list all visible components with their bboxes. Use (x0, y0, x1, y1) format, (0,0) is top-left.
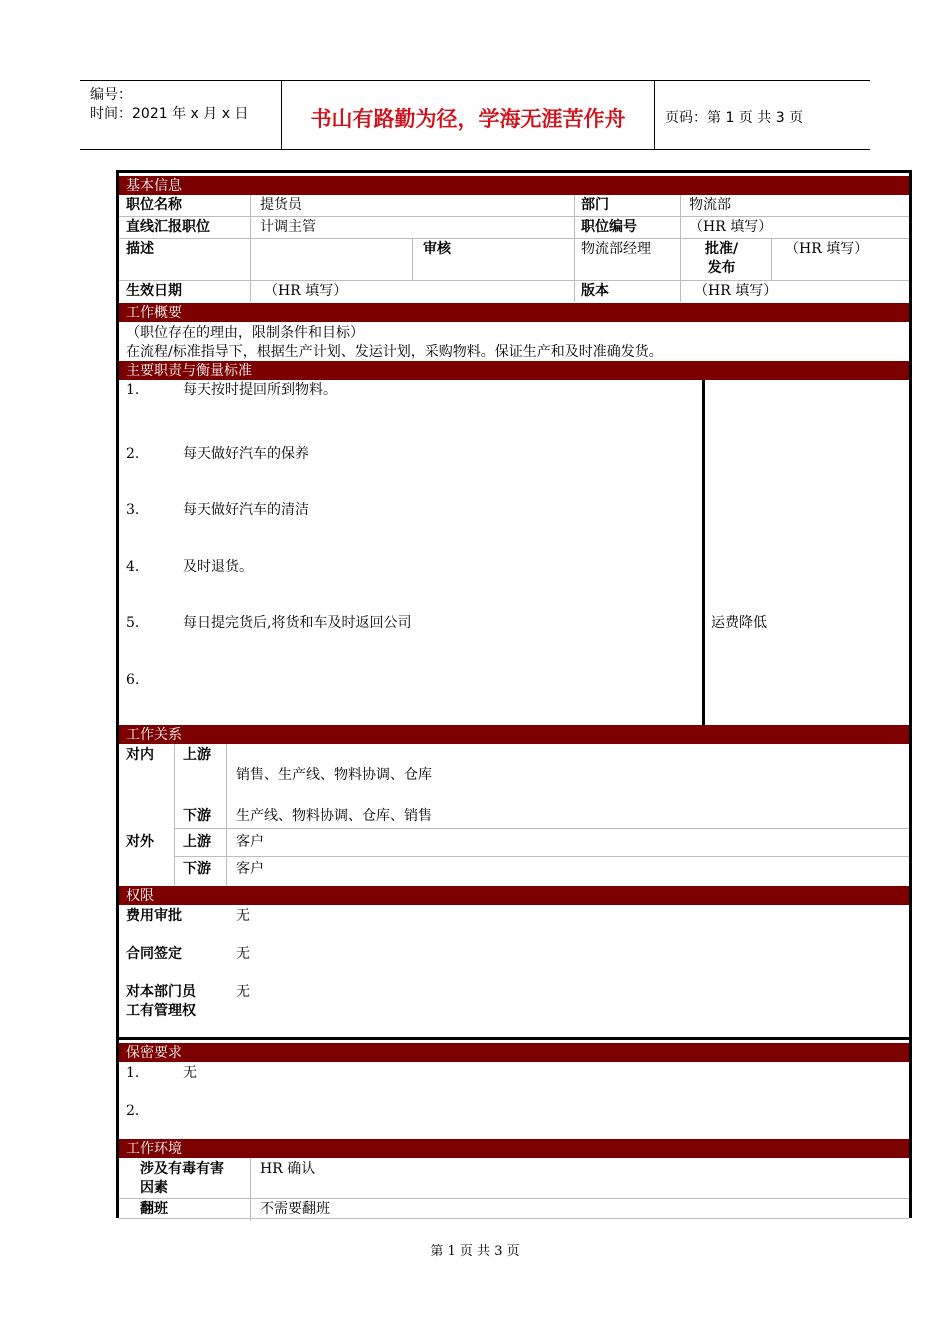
report-to-label: 直线汇报职位 (126, 219, 210, 235)
section-authority: 权限 (119, 886, 909, 905)
header-slogan: 书山有路勤为径，学海无涯苦作舟 (310, 107, 626, 131)
row-divider (119, 1198, 909, 1199)
column-divider (574, 195, 575, 302)
section-relations: 工作关系 (119, 725, 909, 744)
overtime-label: 翻班 (140, 1201, 168, 1217)
job-code-value: （HR 填写） (689, 219, 773, 235)
doc-number-label: 编号： (90, 87, 132, 103)
job-code-label: 职位编号 (581, 219, 637, 235)
department-value: 物流部 (689, 197, 731, 213)
duty-text: 每天做好汽车的保养 (183, 446, 309, 462)
duty-number: 6. (126, 672, 140, 688)
column-divider (250, 1158, 251, 1221)
approve-value: （HR 填写） (785, 241, 869, 257)
section-basic-info: 基本信息 (119, 176, 909, 195)
effective-date-label: 生效日期 (126, 283, 182, 299)
row-divider (119, 238, 909, 239)
effective-date-value: （HR 填写） (264, 283, 348, 299)
row-divider (119, 280, 909, 281)
expense-approval-label: 费用审批 (126, 908, 182, 924)
header-meta (90, 86, 248, 124)
internal-downstream-value: 生产线、物料协调、仓库、销售 (236, 808, 432, 824)
duty-number: 5. (126, 615, 140, 631)
job-description-form (116, 170, 912, 1218)
duty-text: 及时退货。 (183, 559, 253, 575)
internal-downstream-label: 下游 (183, 808, 211, 824)
overview-text: 在流程/标准指导下，根据生产计划、发运计划，采购物料。保证生产和及时准确发货。 (126, 344, 663, 360)
duties-column-divider (702, 380, 705, 725)
row-divider (174, 828, 909, 829)
staff-management-label: 对本部门员 工有管理权 (126, 984, 196, 1019)
review-label: 审核 (423, 241, 451, 257)
version-label: 版本 (581, 283, 609, 299)
duty-text: 每日提完货后,将货和车及时返回公司 (183, 615, 412, 631)
confidential-text: 无 (183, 1065, 197, 1081)
section-divider (119, 1037, 909, 1040)
contract-signing-value: 无 (236, 946, 250, 962)
row-divider (174, 856, 909, 857)
section-environment: 工作环境 (119, 1139, 909, 1158)
staff-management-value: 无 (236, 984, 250, 1000)
external-upstream-value: 客户 (236, 834, 264, 850)
department-label: 部门 (581, 197, 609, 213)
internal-label: 对内 (126, 747, 154, 763)
section-confidential: 保密要求 (119, 1043, 909, 1062)
toxic-factors-value: HR 确认 (260, 1161, 316, 1177)
duty-text: 每天做好汽车的清洁 (183, 502, 309, 518)
column-divider (680, 195, 681, 302)
column-divider (771, 238, 772, 280)
external-downstream-label: 下游 (183, 861, 211, 877)
internal-upstream-value: 销售、生产线、物料协调、仓库 (236, 767, 432, 783)
overtime-value: 不需要翻班 (260, 1201, 330, 1217)
column-divider (412, 238, 413, 280)
duty-number: 4. (126, 559, 140, 575)
page-footer: 第 1 页 共 3 页 (430, 1244, 520, 1259)
approve-label: 批准/ 发布 (705, 241, 739, 276)
duty-number: 3. (126, 502, 140, 518)
report-to-value: 计调主管 (260, 219, 316, 235)
external-downstream-value: 客户 (236, 861, 264, 877)
header-divider (654, 81, 655, 150)
internal-upstream-label: 上游 (183, 747, 211, 763)
contract-signing-label: 合同签定 (126, 946, 182, 962)
section-overview: 工作概要 (119, 303, 909, 322)
header-page-number: 页码：第 1 页 共 3 页 (665, 110, 804, 126)
job-title-label: 职位名称 (126, 197, 182, 213)
row-divider (119, 1218, 909, 1219)
confidential-number: 2. (126, 1103, 140, 1119)
section-duties: 主要职责与衡量标准 (119, 361, 909, 380)
row-divider (119, 216, 909, 217)
duty-number: 1. (126, 382, 140, 398)
overview-hint: （职位存在的理由，限制条件和目标） (126, 325, 364, 341)
toxic-factors-label: 涉及有毒有害 因素 (140, 1161, 224, 1196)
doc-time-label: 时间：2021 年 x 月 x 日 (90, 106, 249, 122)
external-upstream-label: 上游 (183, 834, 211, 850)
review-value: 物流部经理 (581, 241, 651, 257)
job-title-value: 提货员 (260, 197, 302, 213)
page-header (80, 80, 870, 150)
external-label: 对外 (126, 834, 154, 850)
duty-text: 每天按时提回所到物料。 (183, 382, 337, 398)
expense-approval-value: 无 (236, 908, 250, 924)
column-divider (250, 195, 251, 302)
column-divider (174, 744, 175, 886)
duty-standard: 运费降低 (711, 615, 767, 631)
version-value: （HR 填写） (694, 283, 778, 299)
column-divider (226, 744, 227, 886)
confidential-number: 1. (126, 1065, 140, 1081)
duty-number: 2. (126, 446, 140, 462)
description-label: 描述 (126, 241, 154, 257)
